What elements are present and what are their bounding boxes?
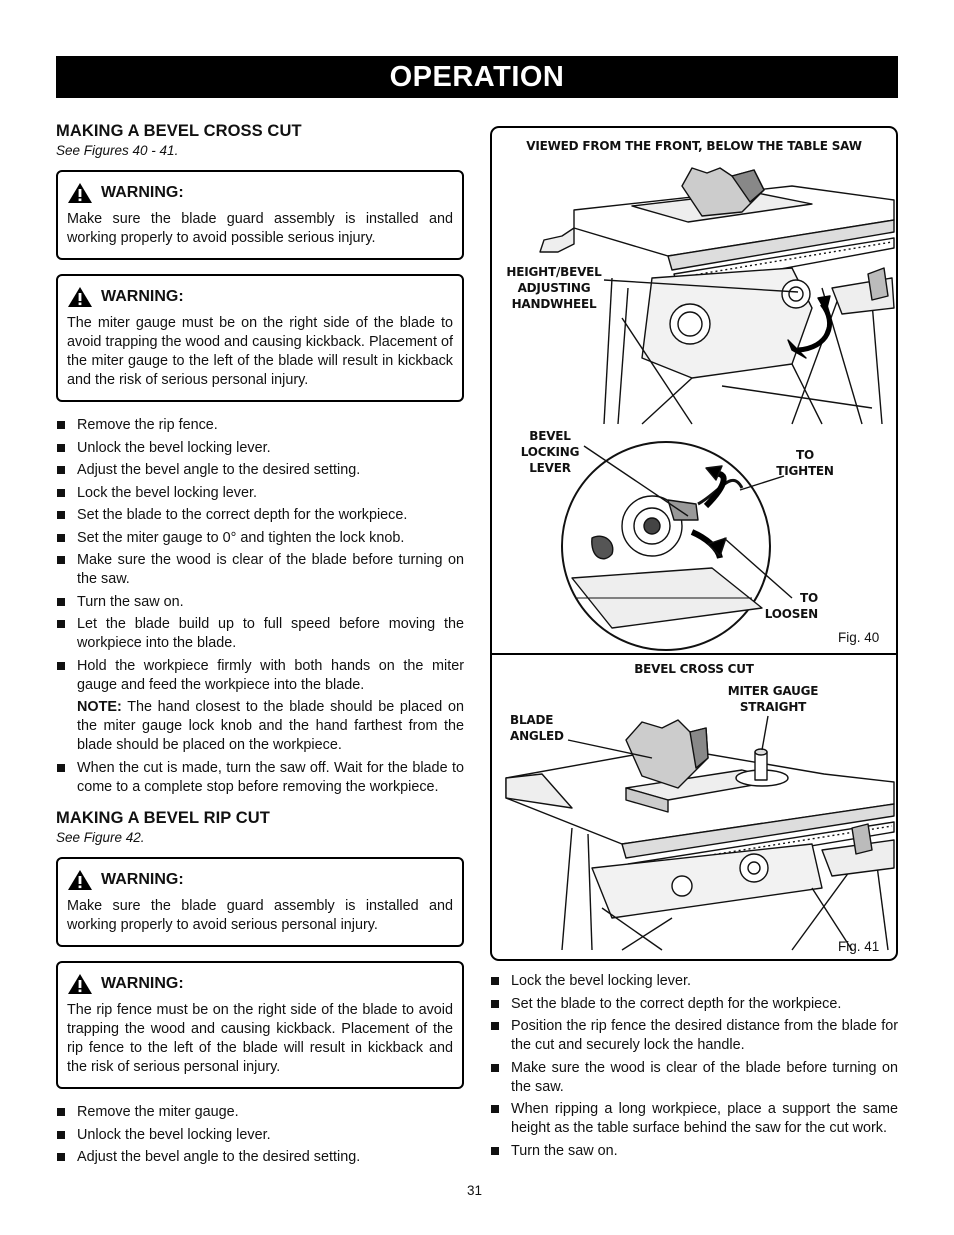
list-item: Set the miter gauge to 0° and tighten the lock knob. <box>56 529 464 548</box>
list-item: Make sure the wood is clear of the blade before turning on the saw. <box>56 551 464 589</box>
note-text: The hand closest to the blade should be placed on the miter gauge lock knob and the hand farthest from the blade should be placed on the workpiece. <box>77 699 464 753</box>
list-item: When ripping a long workpiece, place a support the same height as the table surface behind the saw for the cut work. <box>490 1100 898 1138</box>
list-item: Adjust the bevel angle to the desired setting. <box>56 1148 464 1167</box>
figure-number: Fig. 40 <box>838 630 880 645</box>
list-item: Unlock the bevel locking lever. <box>56 1126 464 1145</box>
list-item: Adjust the bevel angle to the desired setting. <box>56 461 464 480</box>
list-item: Position the rip fence the desired distance from the blade for the cut and securely lock the handle. <box>490 1017 898 1055</box>
figure-caption: VIEWED FROM THE FRONT, BELOW THE TABLE SAW <box>526 139 862 153</box>
warning-box <box>56 857 464 947</box>
list-item: Let the blade build up to full speed before moving the workpiece into the blade. <box>56 615 464 653</box>
warning-triangle-icon <box>67 973 93 995</box>
list-item: Turn the saw on. <box>56 593 464 612</box>
note-label: NOTE: <box>77 699 122 715</box>
warning-text: Make sure the blade guard assembly is installed and working properly to avoid possible serious injury. <box>67 211 453 246</box>
label-line: TO <box>796 448 814 462</box>
figure-panel <box>490 126 898 961</box>
warning-text: The rip fence must be on the right side of the blade to avoid trapping the wood and causing kickback. Placement of the rip fence to the left of the blade will result in kickback and the risk of serious personal injury. <box>67 1002 453 1075</box>
list-item: Remove the rip fence. <box>56 416 464 435</box>
label-to-tighten <box>770 447 840 479</box>
figure-reference: See Figures 40 - 41. <box>56 143 179 158</box>
label-line: BEVEL <box>529 429 571 443</box>
figure-number: Fig. 41 <box>838 939 880 954</box>
page-number: 31 <box>467 1183 483 1198</box>
warning-text: Make sure the blade guard assembly is installed and working properly to avoid serious personal injury. <box>67 898 453 933</box>
list-item: Unlock the bevel locking lever. <box>56 439 464 458</box>
label-line: HANDWHEEL <box>511 297 597 311</box>
label-line: ANGLED <box>510 729 564 743</box>
page-title: OPERATION <box>56 56 898 98</box>
section-heading-bevel-rip-cut: MAKING A BEVEL RIP CUT <box>56 809 270 827</box>
warning-box <box>56 170 464 260</box>
list-item: Set the blade to the correct depth for the workpiece. <box>56 506 464 525</box>
list-item: Turn the saw on. <box>490 1142 898 1161</box>
left-column <box>56 122 464 1171</box>
right-column <box>490 972 898 1164</box>
list-item: Lock the bevel locking lever. <box>56 484 464 503</box>
label-line: MITER GAUGE <box>727 684 819 698</box>
warning-header <box>67 286 453 308</box>
label-line: LOOSEN <box>764 607 818 621</box>
step-list <box>56 416 464 695</box>
figure-divider <box>492 653 896 655</box>
figure-reference: See Figure 42. <box>56 830 145 845</box>
warning-box <box>56 274 464 402</box>
warning-label: WARNING: <box>101 184 184 201</box>
label-to-loosen <box>752 590 818 622</box>
list-item: Lock the bevel locking lever. <box>490 972 898 991</box>
table-saw-illustration <box>492 128 896 959</box>
warning-triangle-icon <box>67 869 93 891</box>
label-line: LOCKING <box>520 445 580 459</box>
note <box>56 698 464 755</box>
figure-caption: BEVEL CROSS CUT <box>634 662 754 676</box>
section-heading-bevel-cross-cut: MAKING A BEVEL CROSS CUT <box>56 122 302 140</box>
list-item: When the cut is made, turn the saw off. Wait for the blade to come to a complete stop before removing the workpiece. <box>56 759 464 797</box>
warning-header <box>67 182 453 204</box>
label-handwheel <box>506 264 602 312</box>
label-line: TIGHTEN <box>776 464 834 478</box>
label-line: BLADE <box>510 713 554 727</box>
list-item: Remove the miter gauge. <box>56 1103 464 1122</box>
warning-header <box>67 973 453 995</box>
label-line: LEVER <box>529 461 571 475</box>
warning-label: WARNING: <box>101 288 184 305</box>
label-line: HEIGHT/BEVEL <box>506 265 602 279</box>
step-list <box>56 1103 464 1167</box>
label-miter-gauge-straight <box>718 683 828 715</box>
warning-box <box>56 961 464 1089</box>
list-item: Make sure the wood is clear of the blade before turning on the saw. <box>490 1059 898 1097</box>
label-line: STRAIGHT <box>739 700 807 714</box>
label-line: TO <box>800 591 818 605</box>
warning-header <box>67 869 453 891</box>
label-blade-angled <box>510 712 580 744</box>
warning-label: WARNING: <box>101 975 184 992</box>
label-bevel-locking-lever <box>512 428 588 476</box>
step-list <box>490 972 898 1161</box>
warning-label: WARNING: <box>101 871 184 888</box>
list-item: Set the blade to the correct depth for the workpiece. <box>490 995 898 1014</box>
list-item: Hold the workpiece firmly with both hands on the miter gauge and feed the workpiece into the blade. <box>56 657 464 695</box>
label-line: ADJUSTING <box>517 281 591 295</box>
warning-text: The miter gauge must be on the right side of the blade to avoid trapping the wood and causing kickback. Placement of the miter gauge to the left of the blade will result in kickback and the risk of serious personal injury. <box>67 315 453 388</box>
warning-triangle-icon <box>67 182 93 204</box>
warning-triangle-icon <box>67 286 93 308</box>
section-bevel-rip-cut <box>56 809 464 1167</box>
step-list <box>56 759 464 797</box>
